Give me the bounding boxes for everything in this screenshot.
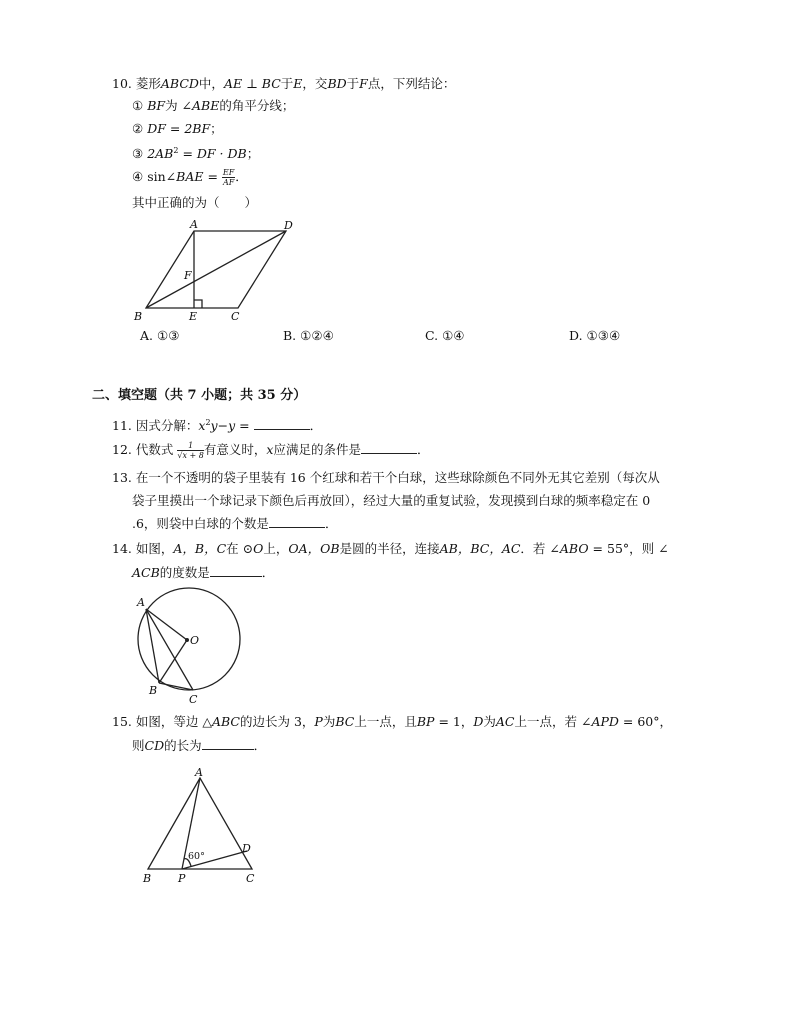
q10-fraction bbox=[222, 168, 235, 187]
label-d: D bbox=[284, 219, 293, 232]
q10-text: ⊥ bbox=[242, 76, 262, 91]
q14-text: 如图， bbox=[135, 541, 174, 556]
q13-line-2: 袋子里摸出一个球记录下颜色后再放回），经过大量的重复试验，发现摸到白球的频率稳定在 0 bbox=[132, 493, 651, 508]
q15-answer-blank[interactable] bbox=[202, 738, 254, 750]
q11-expr: y−y = bbox=[210, 418, 250, 434]
q14-var: ABO bbox=[559, 541, 589, 556]
q15-number: 15. bbox=[112, 714, 132, 729]
diagonal-bd bbox=[146, 231, 286, 308]
q15-text: = 60°， bbox=[618, 714, 672, 729]
q14-text: ． bbox=[261, 565, 275, 580]
q12 bbox=[112, 441, 429, 460]
q10-rhombus-figure bbox=[130, 218, 310, 328]
radius-ob bbox=[159, 640, 187, 683]
q10-conclusion-3 bbox=[132, 143, 259, 162]
q10-var: ABE bbox=[192, 98, 220, 113]
q13-line-3 bbox=[132, 516, 337, 532]
q15-var: BP bbox=[416, 714, 435, 729]
q14-text: 的度数是 bbox=[159, 565, 210, 580]
q15-text: ． bbox=[253, 738, 267, 753]
option-key: A. bbox=[140, 328, 154, 343]
q10-text: 菱形 bbox=[135, 76, 161, 91]
q10-ask: 其中正确的为（ ） bbox=[132, 195, 258, 210]
q15-text: 上一点，且 bbox=[354, 714, 417, 729]
q11-text: 因式分解： bbox=[135, 418, 199, 434]
fraction-denominator: √x + 8 bbox=[177, 451, 204, 460]
q14-var: ACB bbox=[132, 565, 160, 580]
option-key: D. bbox=[569, 328, 583, 343]
q10-text: ； bbox=[210, 121, 223, 136]
q14-var: A，B，C bbox=[173, 541, 227, 556]
q15-text: = 1， bbox=[434, 714, 474, 729]
q10-text: ，交 bbox=[302, 76, 328, 91]
circled-four: ④ bbox=[132, 169, 144, 184]
q10-var: E bbox=[293, 76, 303, 91]
option-text: ①③ bbox=[157, 328, 180, 343]
option-key: C. bbox=[425, 328, 439, 343]
q10-var: AE bbox=[223, 76, 243, 91]
q15-var: AC bbox=[495, 714, 515, 729]
q10-var: ABCD bbox=[160, 76, 199, 91]
q10-text: 的角平分线； bbox=[219, 98, 295, 113]
q10-conclusion-1 bbox=[132, 98, 294, 114]
q10-text: 中， bbox=[198, 76, 224, 91]
q13-number: 13. bbox=[112, 470, 132, 485]
radius-oa bbox=[146, 609, 187, 640]
q10-var: BAE bbox=[176, 169, 204, 184]
label-c: C bbox=[246, 872, 255, 885]
q14-text: 上， bbox=[263, 541, 289, 556]
q10-text: ． bbox=[235, 169, 248, 184]
q10-conclusion-2 bbox=[132, 121, 223, 137]
section-title: 二、填空题（共 7 小题；共 35 分） bbox=[92, 388, 307, 403]
q15-var: APD bbox=[591, 714, 619, 729]
q11-answer-blank[interactable] bbox=[254, 418, 310, 430]
label-b: B bbox=[134, 310, 143, 323]
q15-line-1 bbox=[112, 714, 672, 730]
q10-var: BD bbox=[327, 76, 347, 91]
label-c: C bbox=[189, 693, 198, 706]
q10-expr: 2AB bbox=[147, 146, 174, 162]
circled-one: ① bbox=[132, 98, 144, 113]
q14-circle-figure bbox=[128, 592, 248, 707]
circle-o bbox=[138, 588, 240, 690]
label-d: D bbox=[242, 842, 251, 855]
circled-two: ② bbox=[132, 121, 144, 136]
q10-exponent: 2 bbox=[173, 146, 179, 155]
label-c: C bbox=[231, 310, 240, 323]
center-point-o bbox=[185, 638, 189, 642]
q11-text: ． bbox=[309, 418, 323, 434]
fraction-denominator: AF bbox=[222, 178, 235, 187]
option-text: ①④ bbox=[442, 328, 465, 343]
q10-option-a[interactable] bbox=[140, 328, 179, 344]
q14-line-2 bbox=[132, 565, 274, 581]
q15-line-2 bbox=[132, 738, 266, 754]
q14-var: OA，OB bbox=[288, 541, 340, 556]
option-text: ①②④ bbox=[300, 328, 334, 343]
q12-number: 12. bbox=[112, 442, 132, 457]
q15-text: 的边长为 3， bbox=[239, 714, 315, 729]
q10-var: BF bbox=[147, 98, 166, 113]
q14-answer-blank[interactable] bbox=[210, 565, 262, 577]
q15-triangle-figure bbox=[138, 766, 268, 888]
q13-text: ． bbox=[324, 516, 338, 531]
q14-var: AB，BC，AC bbox=[439, 541, 521, 556]
q12-answer-blank[interactable] bbox=[361, 442, 417, 454]
q14-text: ．若 ∠ bbox=[520, 541, 560, 556]
q15-text: 如图，等边 △ bbox=[135, 714, 212, 729]
q14-var: O bbox=[253, 541, 264, 556]
q15-text: 上一点，若 ∠ bbox=[514, 714, 592, 729]
q15-var: D bbox=[473, 714, 484, 729]
label-b: B bbox=[143, 872, 152, 885]
q13-line-1 bbox=[112, 470, 660, 486]
q14-text: 是圆的半径，连接 bbox=[339, 541, 440, 556]
q10-text: 于 bbox=[280, 76, 294, 91]
q10-option-d[interactable] bbox=[569, 328, 620, 344]
q15-text: 的长为 bbox=[164, 738, 202, 753]
q12-text: 有意义时， bbox=[203, 442, 267, 457]
q12-fraction bbox=[177, 441, 204, 460]
label-e: E bbox=[189, 310, 198, 323]
label-a: A bbox=[190, 218, 198, 231]
q15-var: CD bbox=[144, 738, 165, 753]
q10-number: 10. bbox=[112, 76, 132, 91]
q13-answer-blank[interactable] bbox=[269, 516, 325, 528]
q10-text: 于 bbox=[346, 76, 360, 91]
q10-text: 点，下列结论： bbox=[367, 76, 456, 91]
q14-line-1 bbox=[112, 541, 669, 557]
label-o: O bbox=[190, 634, 200, 647]
q10-text: = bbox=[203, 169, 222, 184]
q10-option-c[interactable] bbox=[425, 328, 465, 344]
q10-option-b[interactable] bbox=[283, 328, 334, 344]
fraction-numerator: EF bbox=[222, 168, 235, 177]
q12-text: 应满足的条件是 bbox=[273, 442, 361, 457]
label-f: F bbox=[184, 269, 192, 282]
q11 bbox=[112, 415, 322, 434]
q15-var: P bbox=[314, 714, 323, 729]
label-angle-60: 60° bbox=[188, 851, 205, 862]
option-key: B. bbox=[283, 328, 297, 343]
q15-text: 为 bbox=[322, 714, 336, 729]
q15-var: BC bbox=[335, 714, 355, 729]
q10-conclusion-4 bbox=[132, 168, 248, 187]
q14-number: 14. bbox=[112, 541, 132, 556]
q11-var: x bbox=[198, 418, 206, 434]
label-a: A bbox=[137, 596, 145, 609]
q12-var: x bbox=[266, 442, 274, 457]
q13-text: 在一个不透明的袋子里装有 16 个红球和若干个白球，这些球除颜色不同外无其它差别（每次从 bbox=[135, 470, 660, 485]
q13-text: .6，则袋中白球的个数是 bbox=[132, 516, 269, 531]
q10-expr: = DF · DB bbox=[178, 146, 247, 162]
q11-number: 11. bbox=[112, 418, 132, 434]
label-b: B bbox=[149, 684, 158, 697]
option-text: ①③④ bbox=[586, 328, 621, 343]
q11-exponent: 2 bbox=[205, 418, 211, 427]
fraction-numerator: 1 bbox=[177, 441, 204, 451]
q10-var: F bbox=[359, 76, 368, 91]
q15-text: 则 bbox=[132, 738, 145, 753]
q10-text: sin∠ bbox=[147, 169, 177, 184]
q12-text: 代数式 bbox=[135, 442, 174, 457]
q15-text: 为 bbox=[483, 714, 496, 729]
q10-expr: DF = 2BF bbox=[147, 121, 211, 136]
q14-text: = 55°，则 ∠ bbox=[588, 541, 669, 556]
right-angle-mark bbox=[194, 300, 202, 308]
label-a: A bbox=[195, 766, 203, 779]
label-p: P bbox=[178, 872, 186, 885]
q15-var: ABC bbox=[211, 714, 240, 729]
q10-text: ； bbox=[246, 146, 260, 162]
q14-text: 在 ⊙ bbox=[226, 541, 254, 556]
circled-three: ③ bbox=[132, 146, 144, 162]
q10-var: BC bbox=[261, 76, 281, 91]
q10-text: 为 ∠ bbox=[165, 98, 193, 113]
q10-stem bbox=[112, 76, 455, 92]
q12-text: ． bbox=[416, 442, 430, 457]
